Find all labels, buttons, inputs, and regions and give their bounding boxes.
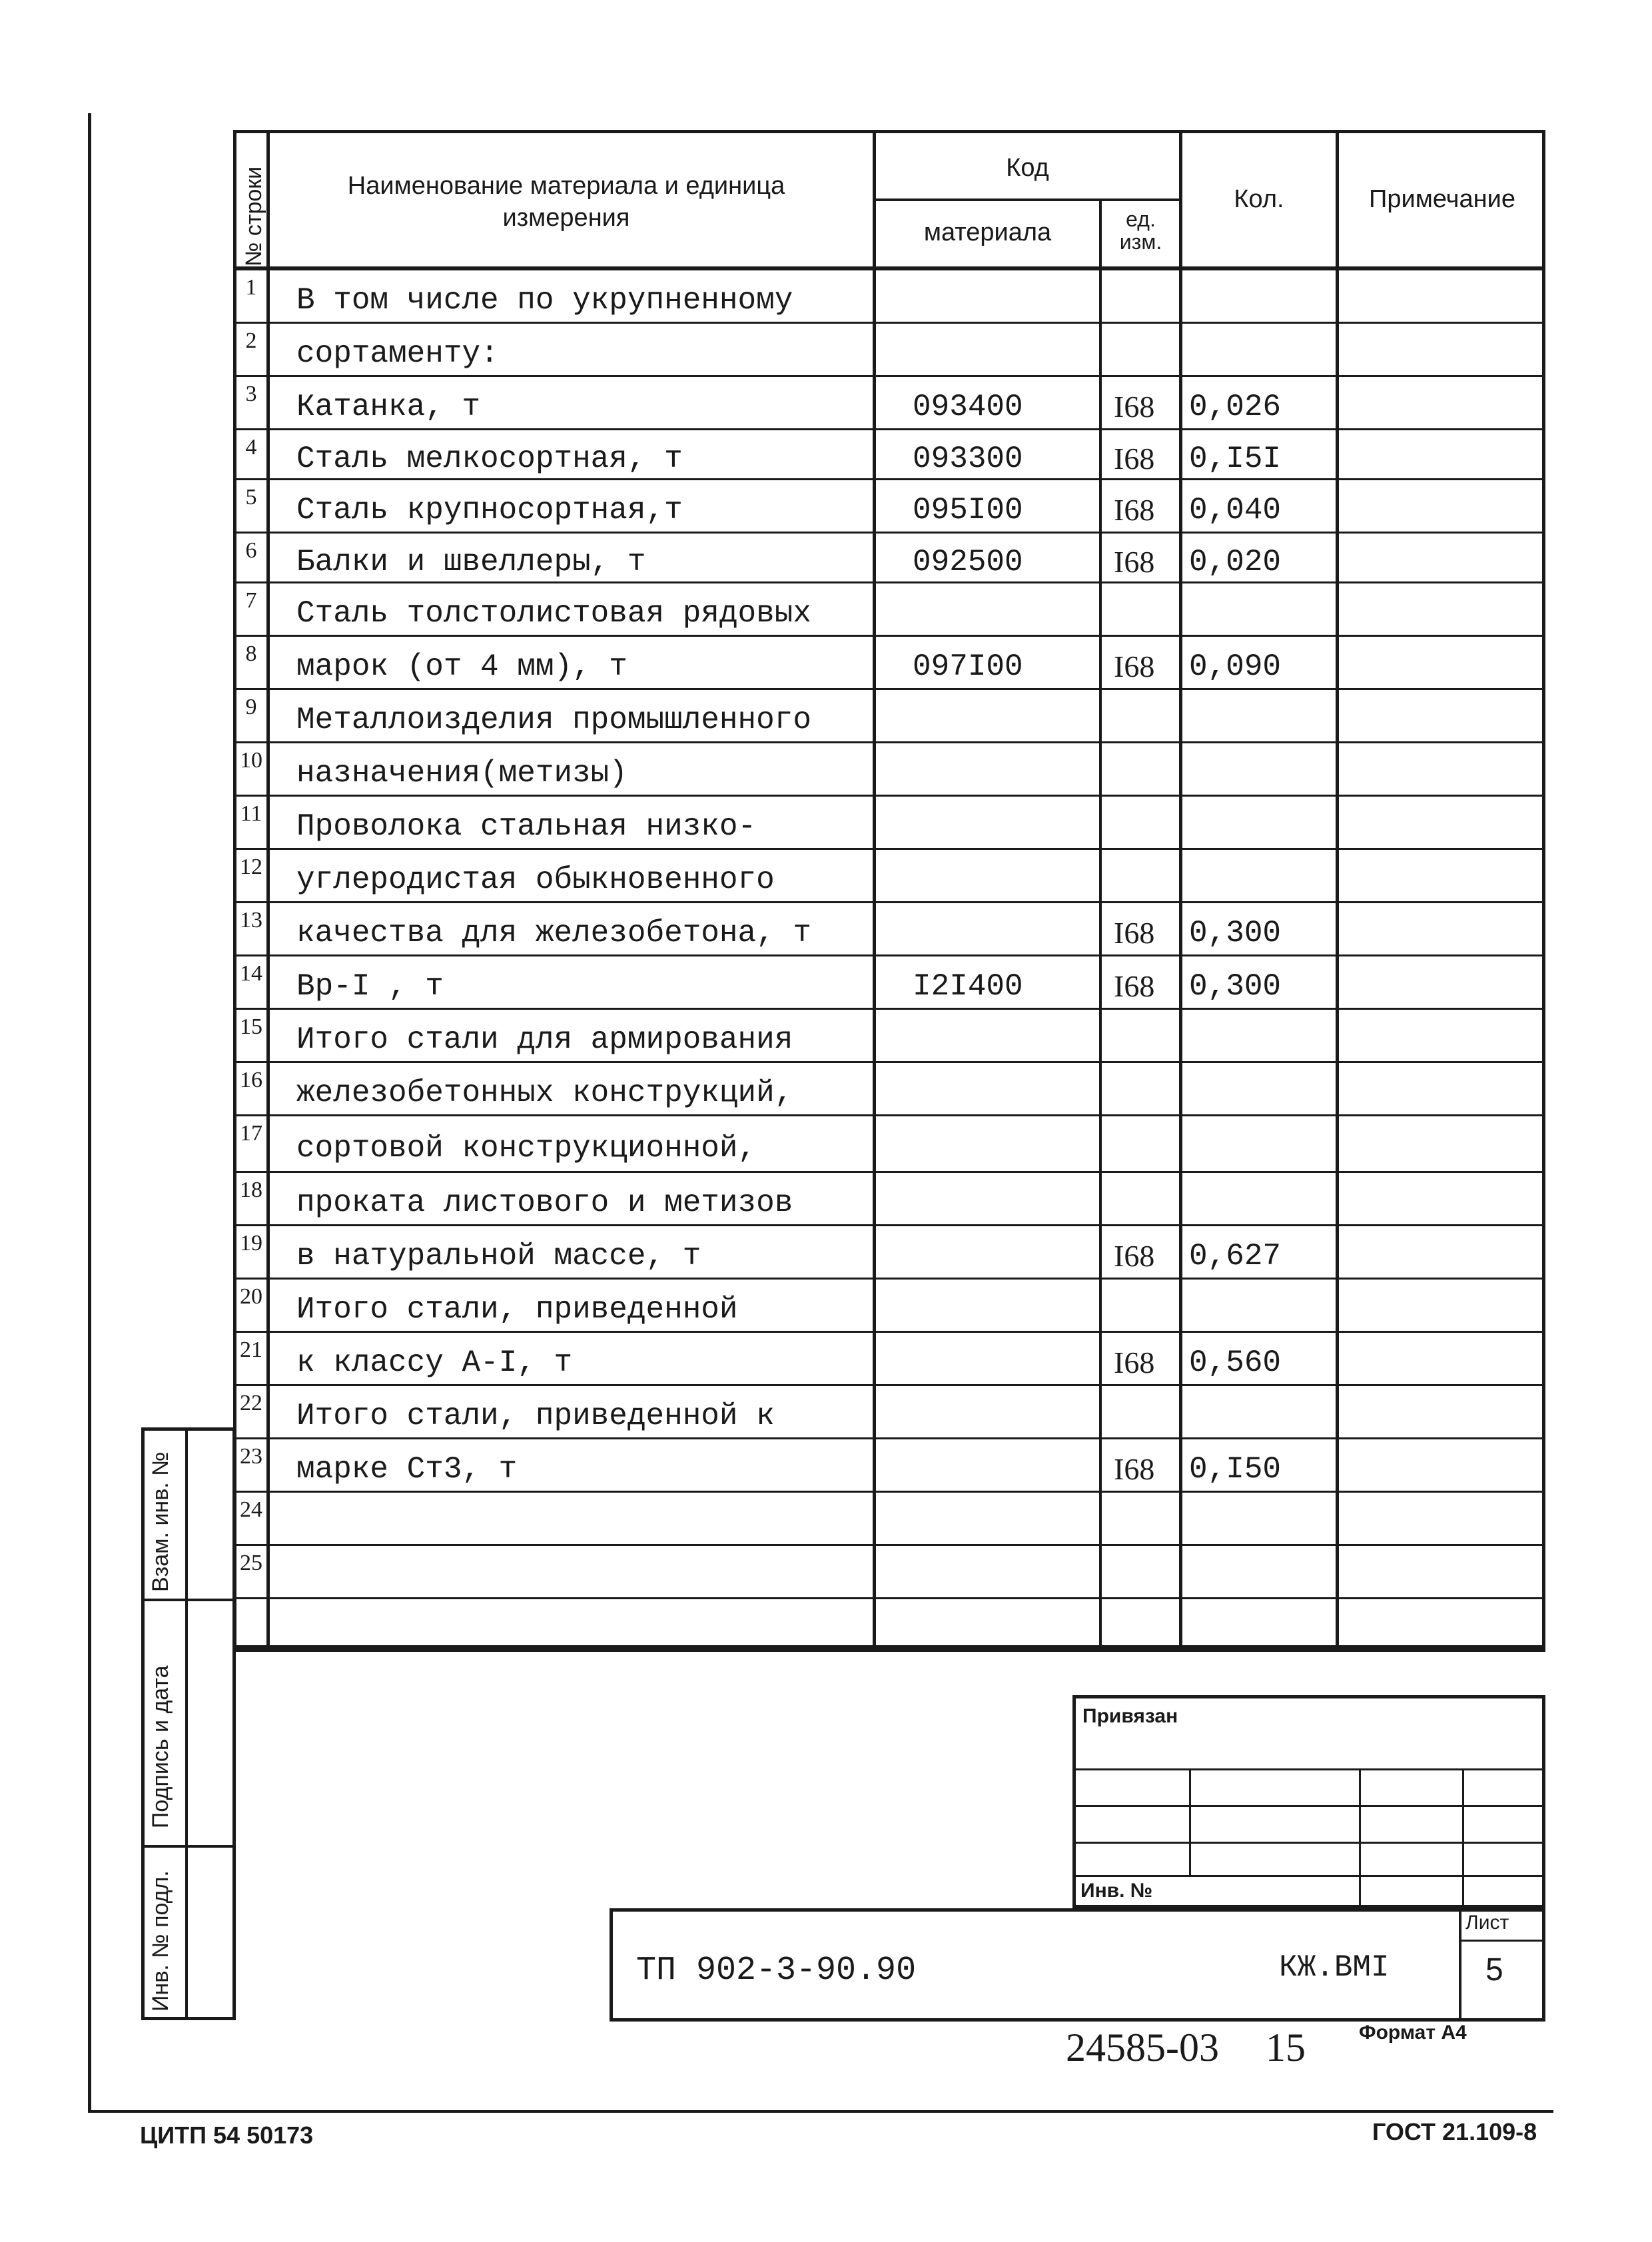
row-divider [233,635,1545,637]
row-number: 11 [240,801,262,826]
row-quantity: 0,627 [1189,1239,1282,1274]
row-material-name: марок (от 4 мм), т [296,649,627,684]
row-quantity: 0,560 [1189,1345,1282,1380]
sheet-number: 5 [1485,1952,1503,1988]
row-material-name: В том числе по укрупненному [296,283,793,318]
sheet-col-line [1459,1908,1461,2022]
inv-no-label: Инв. № [1080,1880,1153,1902]
row-divider [233,1171,1545,1173]
left-margin-line [88,113,91,2111]
header-row-number: № строки [241,166,266,266]
row-material-name: назначения(метизы) [296,756,627,791]
header-code-unit: ед. изм. [1119,207,1162,254]
row-unit-code: I68 [1114,916,1155,950]
row-divider [233,375,1545,377]
row-number: 21 [240,1337,262,1362]
row-quantity: 0,300 [1189,969,1282,1004]
archive-number: 24585-03 [1066,2026,1219,2069]
row-material-name: углеродистая обыкновенного [296,863,775,897]
row-divider [233,428,1545,430]
col-line-code [1099,198,1102,1649]
row-divider [233,1061,1545,1063]
header-note: Примечание [1369,185,1515,213]
row-quantity: 0,040 [1189,493,1282,528]
row-divider [233,1224,1545,1226]
row-material-name: к классу А-I, т [296,1345,573,1380]
row-unit-code: I68 [1114,1345,1155,1379]
printer-code: ЦИТП 54 50173 [140,2121,314,2149]
row-material-name: Катанка, т [296,390,481,424]
sheet-label-line [1459,1940,1545,1942]
row-quantity: 0,026 [1189,390,1282,424]
row-divider [233,954,1545,956]
row-material-name: сортовой конструкционной, [296,1131,757,1166]
row-number: 9 [245,695,257,719]
bottom-margin-line [88,2110,1553,2113]
row-divider [233,478,1545,480]
row-divider [233,741,1545,743]
doc-mark: КЖ.ВМI [1279,1950,1390,1985]
row-unit-code: I68 [1114,649,1155,683]
stamp-vzam-label: Взам. инв. № [148,1451,173,1592]
row-unit-code: I68 [1114,545,1155,579]
col-line-unit [1179,130,1182,1649]
row-number: 15 [240,1014,262,1039]
row-divider [233,322,1545,324]
row-divider [233,1597,1545,1599]
row-quantity: 0,020 [1189,545,1282,579]
row-divider [233,1278,1545,1280]
row-number: 13 [240,908,262,933]
col-line-qty [1336,130,1339,1649]
row-number: 18 [240,1178,262,1202]
row-divider [233,581,1545,583]
row-material-code: 095I00 [913,493,1023,528]
stamp-podpis-label: Подпись и дата [148,1665,173,1828]
row-number: 23 [240,1444,262,1469]
row-divider [233,1544,1545,1546]
col-line-name [873,130,876,1649]
row-material-name: Сталь мелкосортная, т [296,442,683,476]
row-divider [233,532,1545,534]
row-unit-code: I68 [1114,493,1155,527]
row-material-name: Металлоизделия промышленного [296,703,811,737]
row-material-name: Сталь толстолистовая рядовых [296,596,811,631]
row-number: 17 [240,1121,262,1146]
row-material-name: проката листового и метизов [296,1186,793,1220]
row-material-code: 097I00 [913,649,1023,684]
row-divider [233,1331,1545,1333]
row-material-name: Сталь крупносортная,т [296,493,683,528]
row-material-name: марке Ст3, т [296,1452,518,1487]
header-bottom-line [233,266,1545,270]
row-divider [233,688,1545,690]
privyazan-row-4 [1072,1875,1545,1877]
row-number: 3 [245,382,257,406]
privyazan-label: Привязан [1082,1705,1178,1727]
row-divider [233,1008,1545,1010]
format-label: Формат А4 [1359,2022,1467,2044]
row-number: 14 [240,961,262,986]
row-material-code: 093300 [913,442,1023,476]
row-number: 7 [245,588,257,613]
row-divider [233,1114,1545,1116]
side-stamp-divider-v [185,1427,188,2020]
row-quantity: 0,300 [1189,916,1282,950]
header-qty: Кол. [1234,185,1284,213]
archive-page: 15 [1266,2026,1306,2069]
row-number: 22 [240,1391,262,1415]
row-quantity: 0,I50 [1189,1452,1282,1487]
row-number: 16 [240,1068,262,1092]
row-number: 20 [240,1284,262,1309]
row-material-code: 092500 [913,545,1023,579]
row-unit-code: I68 [1114,1239,1155,1273]
code-sub-line [873,198,1179,201]
row-divider [233,1437,1545,1439]
side-stamp-divider-1 [141,1599,236,1601]
row-number: 12 [240,855,262,879]
row-number: 10 [240,748,262,773]
gost-code: ГОСТ 21.109-8 [1372,2118,1537,2145]
row-material-name: в натуральной массе, т [296,1239,701,1274]
header-code-material: материала [923,218,1052,246]
row-unit-code: I68 [1114,390,1155,424]
privyazan-col-1 [1189,1768,1191,1875]
header-code: Код [1006,154,1049,182]
row-quantity: 0,090 [1189,649,1282,684]
row-number: 25 [240,1551,262,1575]
row-divider [233,901,1545,903]
row-material-name: качества для железобетона, т [296,916,811,950]
row-unit-code: I68 [1114,442,1155,476]
row-unit-code: I68 [1114,1452,1155,1486]
row-number: 2 [245,328,257,353]
row-material-name: Итого стали, приведенной [296,1292,738,1327]
row-material-name: Итого стали, приведенной к [296,1399,775,1433]
row-material-name: Итого стали для армирования [296,1022,793,1057]
row-material-code: 093400 [913,390,1023,424]
col-line-rowno [266,130,270,1649]
row-divider [233,1384,1545,1386]
row-number: 8 [245,641,257,666]
row-number: 1 [245,275,257,300]
title-block-top-line [233,1649,1545,1652]
privyazan-row-1 [1072,1768,1545,1770]
row-unit-code: I68 [1114,969,1155,1003]
row-material-name: Вр-I , т [296,969,444,1004]
privyazan-row-2 [1072,1805,1545,1807]
privyazan-row-3 [1072,1842,1545,1844]
row-material-name: сортаменту: [296,336,499,371]
row-number: 24 [240,1497,262,1522]
row-material-name: железобетонных конструкций, [296,1076,793,1110]
row-divider [233,1491,1545,1493]
row-divider [233,848,1545,850]
stamp-inv-podl-label: Инв. № подл. [148,1870,173,2012]
row-material-name: Балки и швеллеры, т [296,545,646,579]
row-material-code: I2I400 [913,969,1023,1004]
sheet-label: Лист [1465,1912,1509,1934]
side-stamp-divider-2 [141,1845,236,1848]
row-material-name: Проволока стальная низко- [296,809,757,844]
row-number: 5 [245,485,257,510]
doc-code: ТП 902-3-90.90 [636,1952,917,1990]
row-number: 6 [245,538,257,563]
row-quantity: 0,I5I [1189,442,1282,476]
privyazan-col-2 [1359,1768,1361,1908]
row-number: 4 [245,435,257,460]
row-divider [233,795,1545,797]
header-name: Наименование материала и единица измерения [347,172,785,232]
privyazan-col-3 [1462,1768,1464,1908]
row-number: 19 [240,1231,262,1256]
